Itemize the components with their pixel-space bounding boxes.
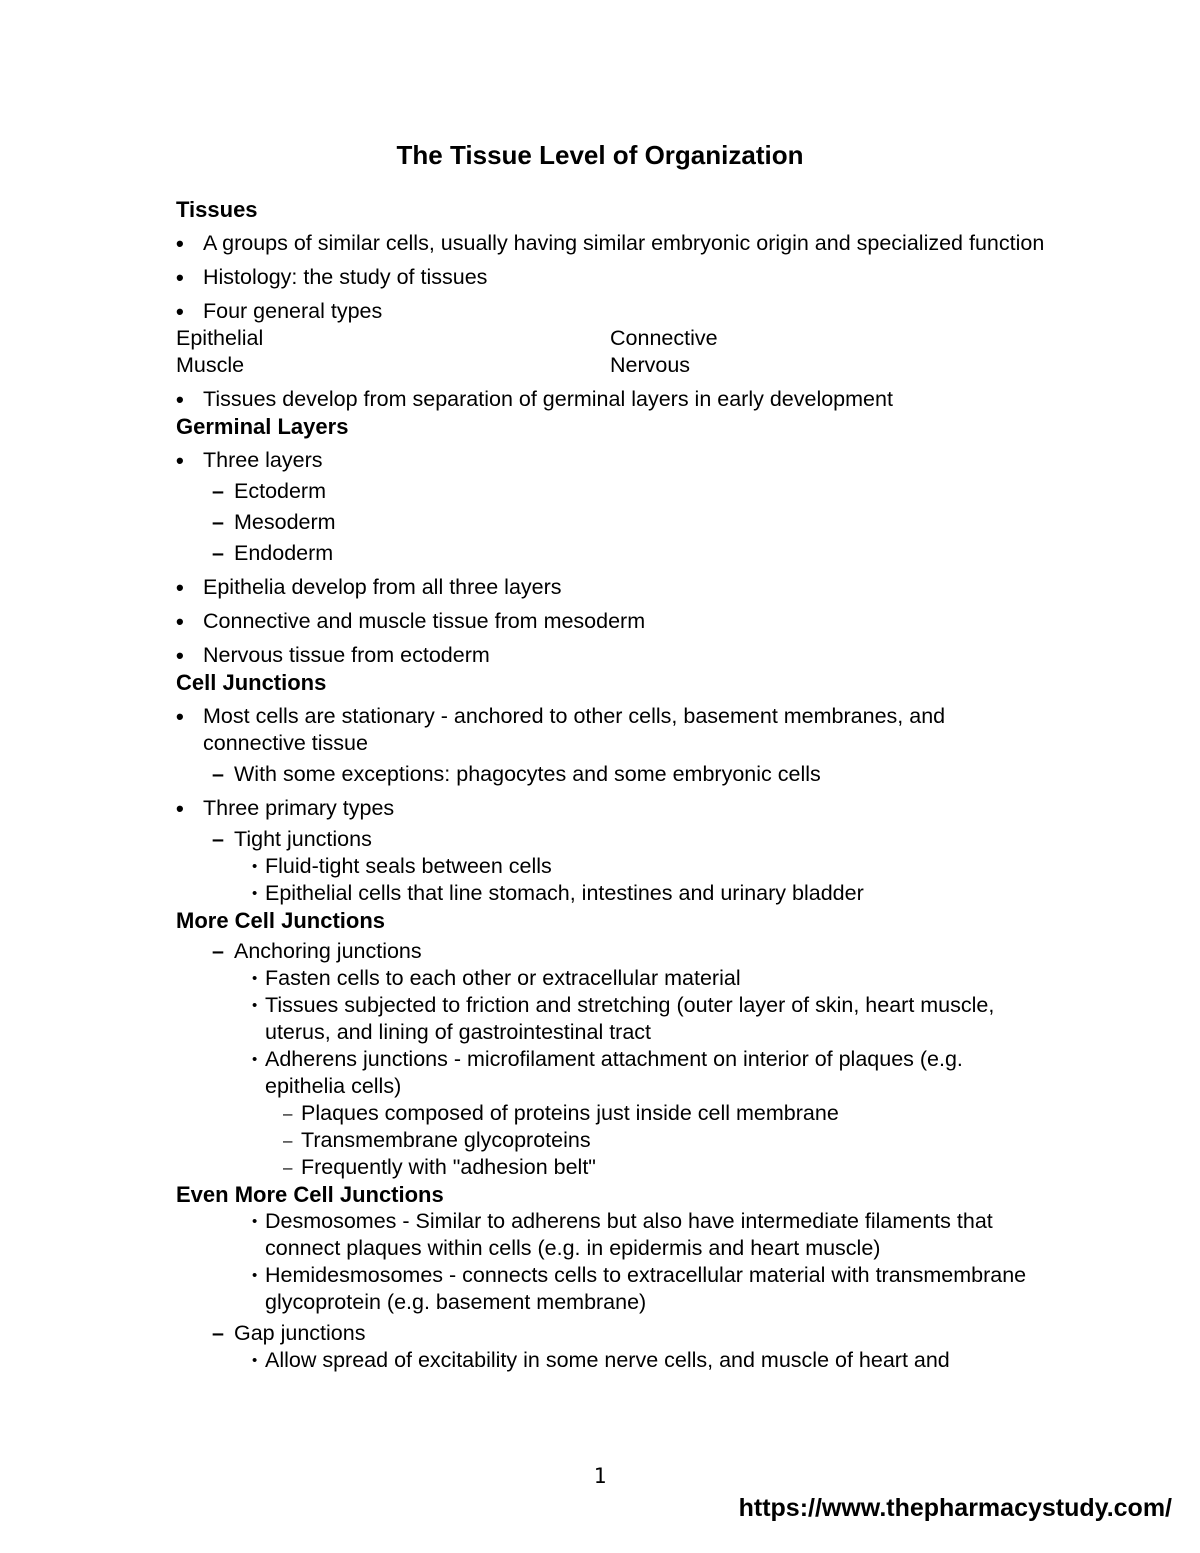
bullet-item: • Connective and muscle tissue from mesoderm xyxy=(176,608,1046,635)
sub-sub-bullet-item: • Fasten cells to each other or extracellular material xyxy=(176,965,1046,992)
document-body xyxy=(176,196,1046,1374)
tissue-types-row xyxy=(176,352,1046,379)
bullet-item: • A groups of similar cells, usually having similar embryonic origin and specialized function xyxy=(176,230,1046,257)
sub-sub-bullet-item: • Desmosomes - Similar to adherens but also have intermediate filaments that connect plaques within cells (e.g. in epidermis and heart muscle) xyxy=(176,1208,1046,1262)
section-heading-more-cell-junctions: More Cell Junctions xyxy=(176,908,386,933)
bullet-item: • Epithelia develop from all three layers xyxy=(176,574,1046,601)
page-number: 1 xyxy=(593,1464,607,1488)
level4-bullet-item: – Transmembrane glycoproteins xyxy=(176,1127,1046,1154)
sub-sub-bullet-item: • Hemidesmosomes - connects cells to extracellular material with transmembrane glycoprotein (e.g. basement membrane) xyxy=(176,1262,1046,1316)
bullet-item: • Nervous tissue from ectoderm xyxy=(176,642,1046,669)
level4-bullet-item: – Plaques composed of proteins just inside cell membrane xyxy=(176,1100,1046,1127)
page-title: The Tissue Level of Organization xyxy=(396,140,804,170)
sub-bullet-item: – Gap junctions xyxy=(176,1320,1046,1347)
level4-bullet-item: – Frequently with "adhesion belt" xyxy=(176,1154,1046,1181)
sub-sub-bullet-item: • Adherens junctions - microfilament attachment on interior of plaques (e.g. epithelia cells) xyxy=(176,1046,1046,1100)
bullet-item: • Three layers xyxy=(176,447,1046,474)
bullet-item: • Tissues develop from separation of germinal layers in early development xyxy=(176,386,1046,413)
sub-sub-bullet-item: • Epithelial cells that line stomach, intestines and urinary bladder xyxy=(176,880,1046,907)
sub-bullet-item: – Mesoderm xyxy=(176,509,1046,536)
tissue-types-row xyxy=(176,325,1046,352)
section-heading-tissues: Tissues xyxy=(176,197,258,222)
sub-bullet-item: – Ectoderm xyxy=(176,478,1046,505)
sub-bullet-item: – Endoderm xyxy=(176,540,1046,567)
sub-bullet-item: – Tight junctions xyxy=(176,826,1046,853)
source-url-link[interactable]: https://www.thepharmacystudy.com/ xyxy=(738,1494,1172,1522)
tissue-type: Epithelial xyxy=(176,326,264,350)
bullet-item: • Four general types xyxy=(176,298,1046,325)
section-heading-germinal-layers: Germinal Layers xyxy=(176,414,349,439)
section-heading-cell-junctions: Cell Junctions xyxy=(176,670,327,695)
sub-bullet-item: – With some exceptions: phagocytes and some embryonic cells xyxy=(176,761,1046,788)
bullet-item: • Three primary types xyxy=(176,795,1046,822)
section-heading-even-more-cell-junctions: Even More Cell Junctions xyxy=(176,1182,444,1207)
bullet-item: • Most cells are stationary - anchored to other cells, basement membranes, and connective tissue xyxy=(176,703,1046,757)
tissue-type: Muscle xyxy=(176,353,245,377)
bullet-item: • Histology: the study of tissues xyxy=(176,264,1046,291)
sub-sub-bullet-item: • Fluid-tight seals between cells xyxy=(176,853,1046,880)
sub-sub-bullet-item: • Allow spread of excitability in some nerve cells, and muscle of heart and xyxy=(176,1347,1046,1374)
tissue-type: Nervous xyxy=(610,353,691,377)
sub-sub-bullet-item: • Tissues subjected to friction and stretching (outer layer of skin, heart muscle, uterus, and lining of gastrointestinal tract xyxy=(176,992,1046,1046)
sub-bullet-item: – Anchoring junctions xyxy=(176,938,1046,965)
tissue-type: Connective xyxy=(610,326,718,350)
